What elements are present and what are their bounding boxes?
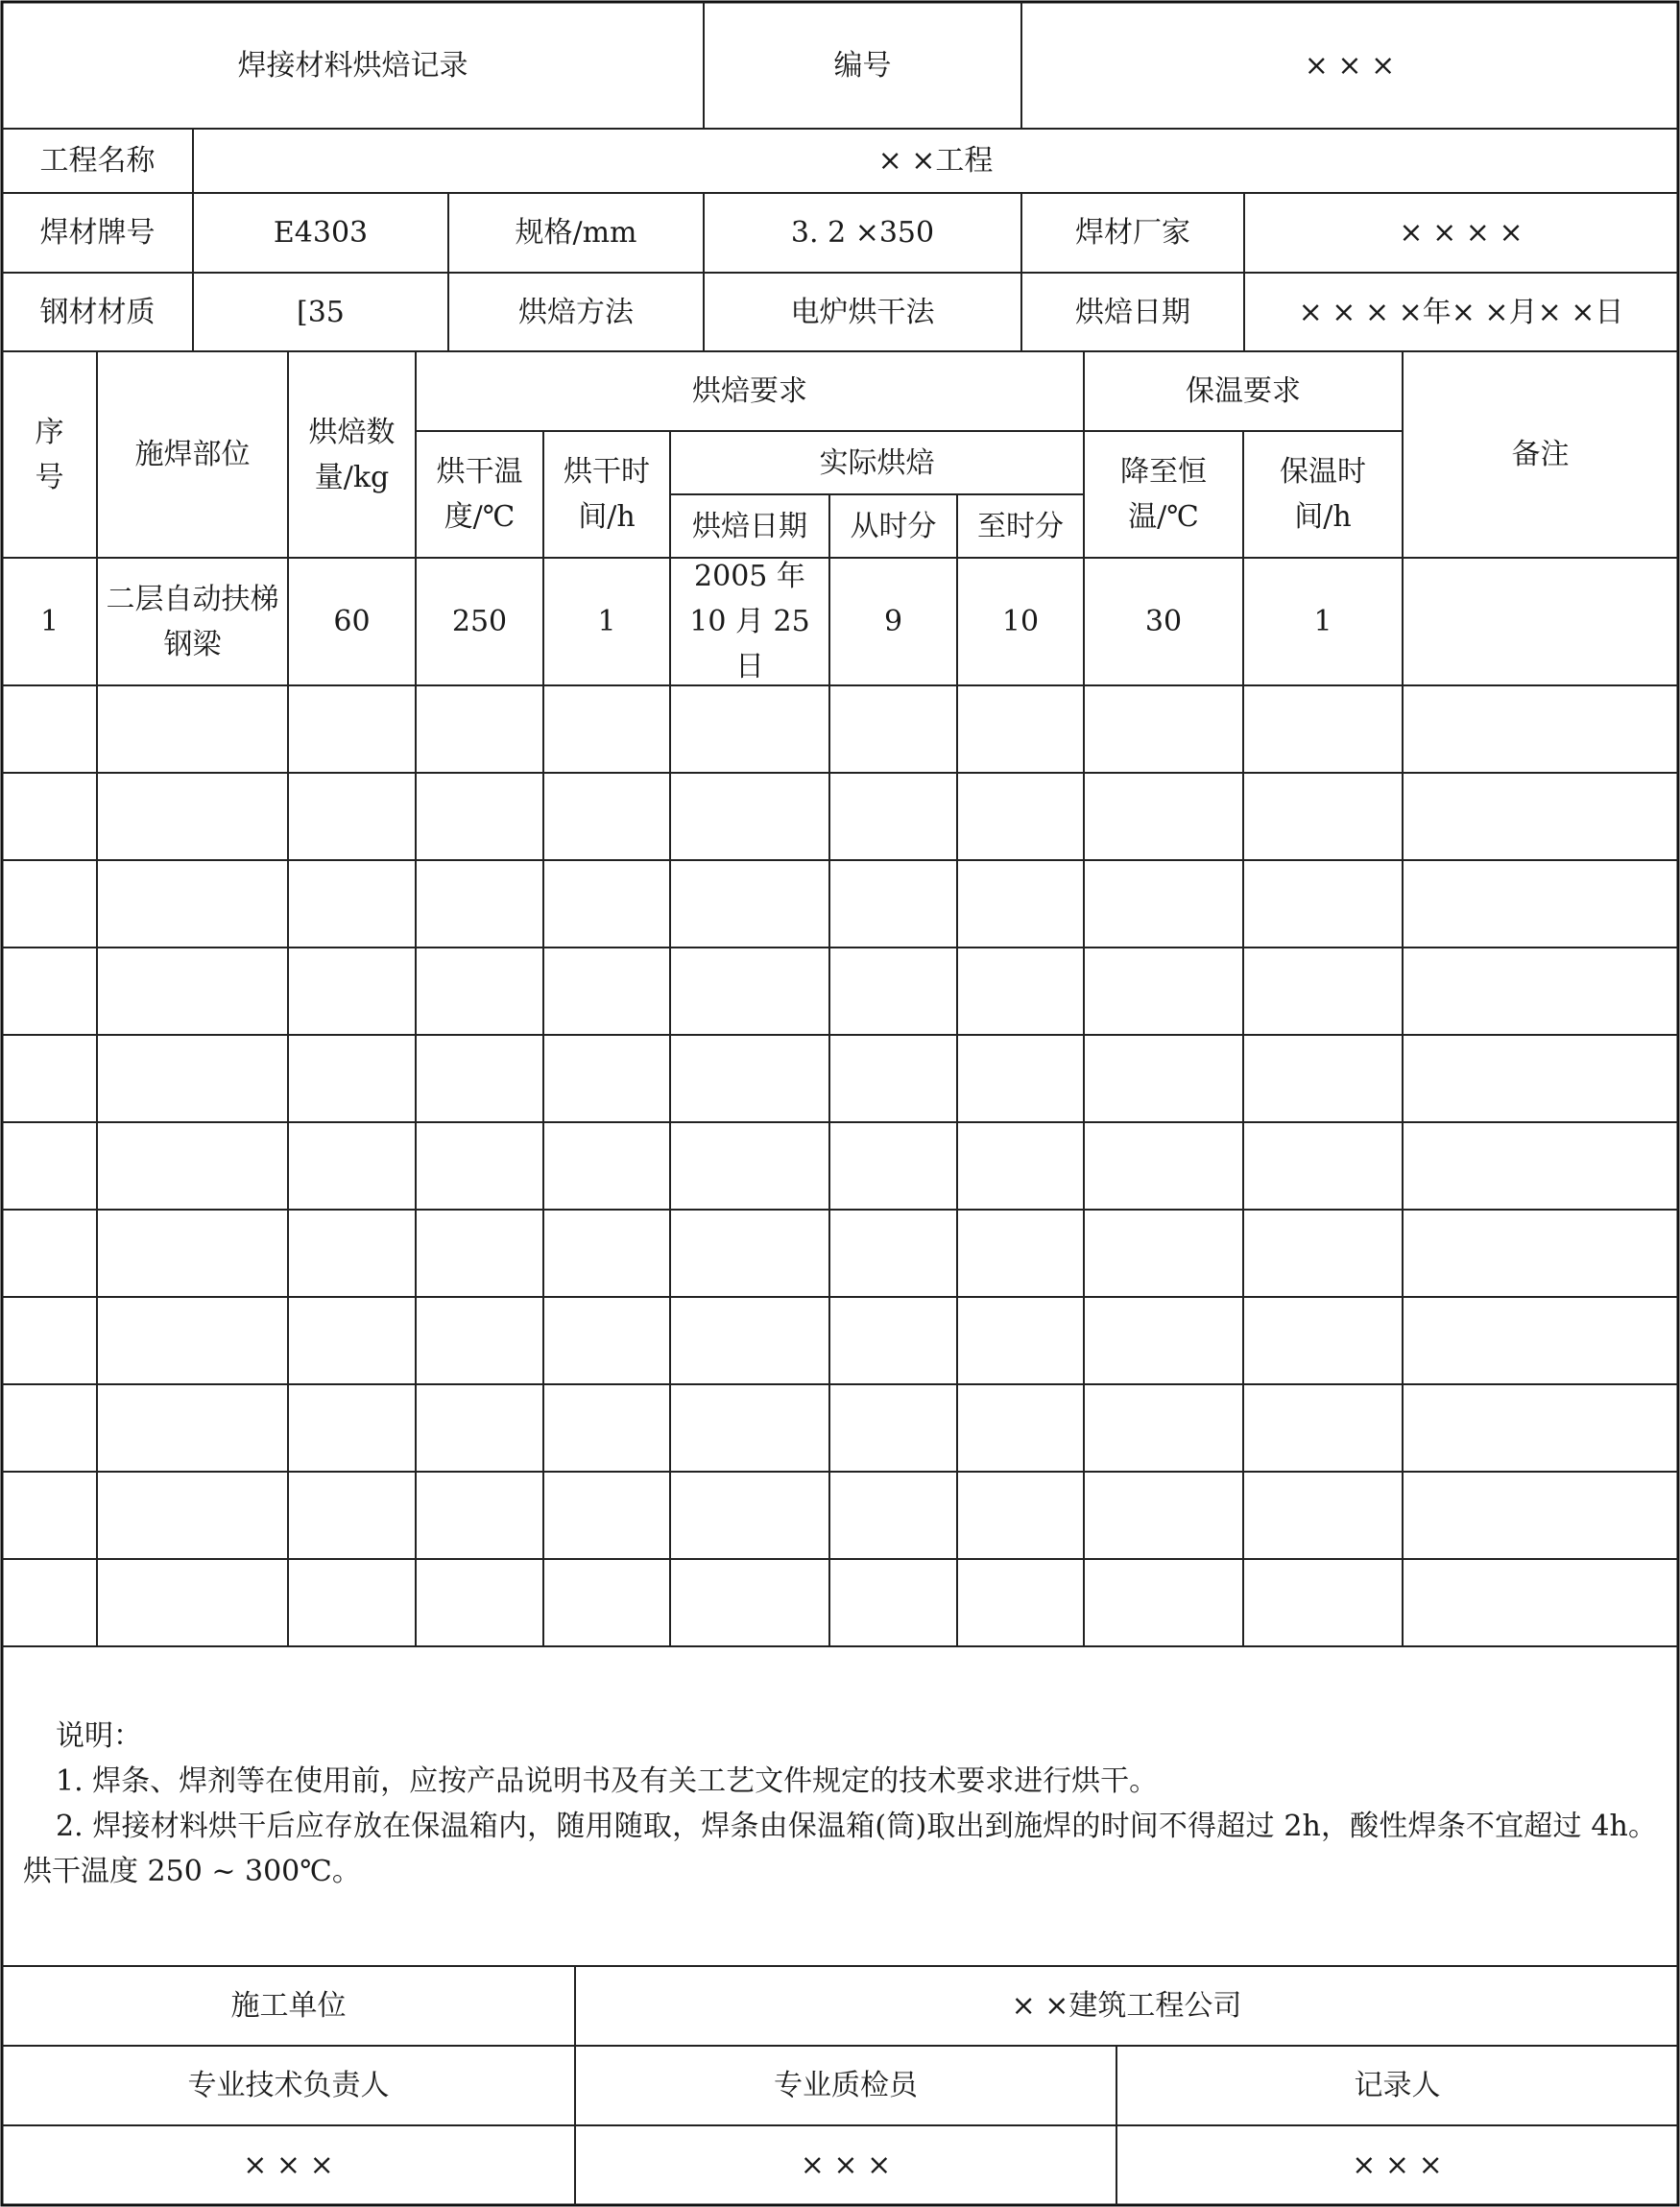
col-from-header: 从时分 xyxy=(850,509,937,543)
maker-value: × × × × xyxy=(1399,216,1524,250)
row-1-keep-time: 1 xyxy=(1313,605,1332,638)
number-value: × × × xyxy=(1304,48,1396,83)
brand-label: 焊材牌号 xyxy=(39,216,156,250)
row-1-dry-temp: 250 xyxy=(451,605,508,638)
col-part-header: 施焊部位 xyxy=(134,438,251,471)
col-qty-text: 烘焙数量/kg xyxy=(308,415,396,494)
date-value: × × × ×年× ×月× ×日 xyxy=(1298,295,1624,329)
col-keep-temp-header xyxy=(1084,431,1243,558)
form-title: 焊接材料烘焙记录 xyxy=(237,48,468,83)
construction-unit-value: × ×建筑工程公司 xyxy=(1011,1989,1242,2023)
col-seq-text: 序号 xyxy=(35,415,64,494)
maker-label: 焊材厂家 xyxy=(1075,216,1190,250)
qc-inspector-label: 专业质检员 xyxy=(774,2069,918,2102)
notes-item-1: 1. 焊条、焊剂等在使用前，应按产品说明书及有关工艺文件规定的技术要求进行烘干。 xyxy=(56,1764,1159,1798)
col-seq-header xyxy=(2,351,97,558)
steel-label: 钢材材质 xyxy=(39,295,156,329)
row-1-remark xyxy=(1403,558,1678,685)
recorder-value: × × × xyxy=(1352,2148,1443,2182)
col-keep-time-header xyxy=(1243,431,1403,558)
row-1-bake-date xyxy=(670,558,829,685)
number-label: 编号 xyxy=(833,48,892,83)
col-dry-time-header xyxy=(543,431,670,558)
method-label: 烘焙方法 xyxy=(518,295,634,329)
col-keep-time-text: 保温时间/h xyxy=(1280,455,1366,534)
brand-value: E4303 xyxy=(273,216,369,250)
row-1-part-text: 二层自动扶梯钢梁 xyxy=(106,582,279,661)
tech-lead-label: 专业技术负责人 xyxy=(187,2069,390,2102)
row-1-part xyxy=(97,558,288,685)
col-dry-temp-text: 烘干温度/℃ xyxy=(436,455,523,534)
col-remark-header: 备注 xyxy=(1511,438,1570,471)
project-name-value: × ×工程 xyxy=(877,144,994,178)
construction-unit-label: 施工单位 xyxy=(230,1989,347,2023)
col-dry-time-text: 烘干时间/h xyxy=(564,455,650,534)
group-bake-header: 烘焙要求 xyxy=(692,374,807,408)
project-name-label: 工程名称 xyxy=(39,144,156,178)
col-keep-temp-text: 降至恒温/℃ xyxy=(1120,455,1207,534)
recorder-label: 记录人 xyxy=(1354,2069,1441,2102)
row-1-dry-time: 1 xyxy=(597,605,616,638)
row-1-from: 9 xyxy=(883,605,903,638)
method-value: 电炉烘干法 xyxy=(790,295,935,329)
col-dry-temp-header xyxy=(416,431,543,558)
spec-value: 3. 2 ×350 xyxy=(790,216,935,250)
col-to-header: 至时分 xyxy=(977,509,1064,543)
row-1-to: 10 xyxy=(1001,605,1040,638)
steel-value: [35 xyxy=(297,295,345,329)
col-bake-date-header: 烘焙日期 xyxy=(692,509,807,543)
group-actual-header: 实际烘焙 xyxy=(819,445,935,480)
notes-item-2: 2. 焊接材料烘干后应存放在保温箱内，随用随取，焊条由保温箱(筒)取出到施焊的时间不得超过 2h，酸性焊条不宜超过 4h。烘干温度 250 ~ 300℃。 xyxy=(23,1810,1657,1888)
row-1-qty: 60 xyxy=(333,605,371,638)
notes-block xyxy=(23,1714,1657,1894)
notes-title: 说明： xyxy=(56,1719,142,1753)
row-1-seq: 1 xyxy=(39,605,60,638)
date-label: 烘焙日期 xyxy=(1075,295,1190,329)
row-1-bake-date-text: 2005 年10 月 25 日 xyxy=(689,560,810,684)
qc-inspector-value: × × × xyxy=(800,2148,892,2182)
col-qty-header xyxy=(288,351,416,558)
row-1-keep-temp: 30 xyxy=(1144,605,1183,638)
group-keep-header: 保温要求 xyxy=(1186,374,1301,408)
tech-lead-value: × × × xyxy=(243,2148,334,2182)
spec-label: 规格/mm xyxy=(515,216,637,250)
